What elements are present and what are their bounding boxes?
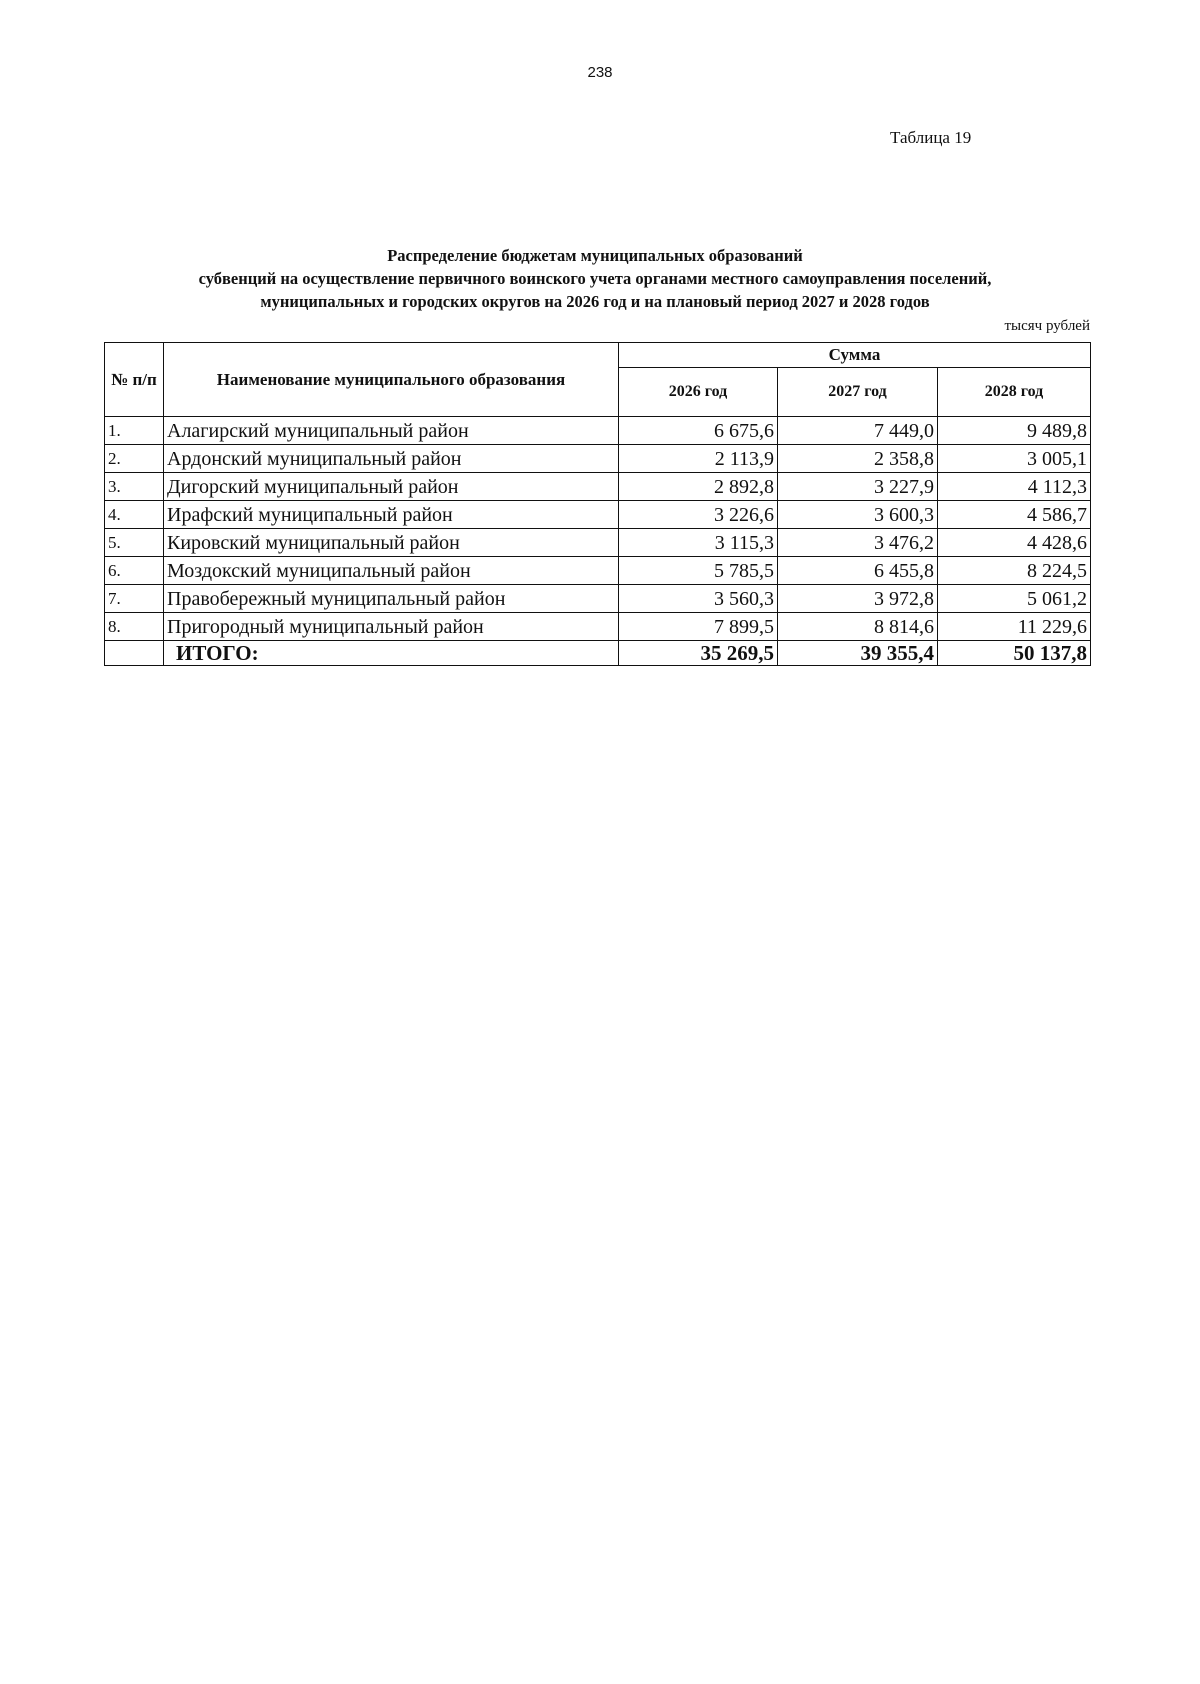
amount-2027: 3 972,8: [778, 585, 938, 613]
amount-2028: 8 224,5: [938, 557, 1091, 585]
row-number: 2.: [105, 445, 164, 473]
municipality-name: Кировский муниципальный район: [164, 529, 619, 557]
table-row: [105, 529, 1091, 557]
row-number: 3.: [105, 473, 164, 501]
amount-2028: 9 489,8: [938, 417, 1091, 445]
municipality-name: Дигорский муниципальный район: [164, 473, 619, 501]
municipality-name: Ардонский муниципальный район: [164, 445, 619, 473]
total-row: [105, 641, 1091, 666]
amount-2027: 8 814,6: [778, 613, 938, 641]
amount-2026: 7 899,5: [619, 613, 778, 641]
amount-2027: 3 476,2: [778, 529, 938, 557]
table-row: [105, 613, 1091, 641]
row-number: 4.: [105, 501, 164, 529]
row-number: 7.: [105, 585, 164, 613]
page-number: 238: [587, 64, 613, 81]
distribution-table: [104, 342, 1091, 666]
amount-2028: 3 005,1: [938, 445, 1091, 473]
municipality-name: Моздокский муниципальный район: [164, 557, 619, 585]
title-line-2: субвенций на осуществление первичного воинского учета органами местного самоуправления поселений,: [198, 269, 992, 288]
amount-2027: 6 455,8: [778, 557, 938, 585]
amount-2026: 5 785,5: [619, 557, 778, 585]
amount-2026: 3 115,3: [619, 529, 778, 557]
table-row: [105, 473, 1091, 501]
header-number: № п/п: [105, 343, 164, 417]
amount-2028: 11 229,6: [938, 613, 1091, 641]
header-2027: 2027 год: [778, 368, 938, 417]
total-2028: 50 137,8: [938, 641, 1091, 666]
row-number: 5.: [105, 529, 164, 557]
units-label: тысяч рублей: [1004, 318, 1090, 334]
amount-2026: 3 560,3: [619, 585, 778, 613]
header-2028: 2028 год: [938, 368, 1091, 417]
total-2027: 39 355,4: [778, 641, 938, 666]
amount-2026: 2 892,8: [619, 473, 778, 501]
amount-2027: 7 449,0: [778, 417, 938, 445]
header-2026: 2026 год: [619, 368, 778, 417]
municipality-name: Алагирский муниципальный район: [164, 417, 619, 445]
table-row: [105, 501, 1091, 529]
table-label: Таблица 19: [890, 128, 972, 147]
title-line-1: Распределение бюджетам муниципальных образований: [387, 246, 803, 265]
amount-2026: 2 113,9: [619, 445, 778, 473]
amount-2028: 5 061,2: [938, 585, 1091, 613]
title-line-3: муниципальных и городских округов на 2026 год и на плановый период 2027 и 2028 годов: [260, 292, 930, 311]
total-label: ИТОГО:: [164, 641, 619, 666]
municipality-name: Правобережный муниципальный район: [164, 585, 619, 613]
municipality-name: Пригородный муниципальный район: [164, 613, 619, 641]
amount-2026: 6 675,6: [619, 417, 778, 445]
document-title: [100, 244, 1090, 313]
table-row: [105, 417, 1091, 445]
total-2026: 35 269,5: [619, 641, 778, 666]
amount-2027: 2 358,8: [778, 445, 938, 473]
amount-2028: 4 428,6: [938, 529, 1091, 557]
amount-2028: 4 586,7: [938, 501, 1091, 529]
amount-2027: 3 600,3: [778, 501, 938, 529]
table-row: [105, 585, 1091, 613]
municipality-name: Ирафский муниципальный район: [164, 501, 619, 529]
amount-2028: 4 112,3: [938, 473, 1091, 501]
header-sum: Сумма: [619, 343, 1091, 368]
row-number: 6.: [105, 557, 164, 585]
amount-2026: 3 226,6: [619, 501, 778, 529]
amount-2027: 3 227,9: [778, 473, 938, 501]
table-body: [105, 417, 1091, 641]
total-number-cell: [105, 641, 164, 666]
header-row: [105, 343, 1091, 368]
table-row: [105, 445, 1091, 473]
header-name: Наименование муниципального образования: [164, 343, 619, 417]
row-number: 8.: [105, 613, 164, 641]
row-number: 1.: [105, 417, 164, 445]
table-row: [105, 557, 1091, 585]
